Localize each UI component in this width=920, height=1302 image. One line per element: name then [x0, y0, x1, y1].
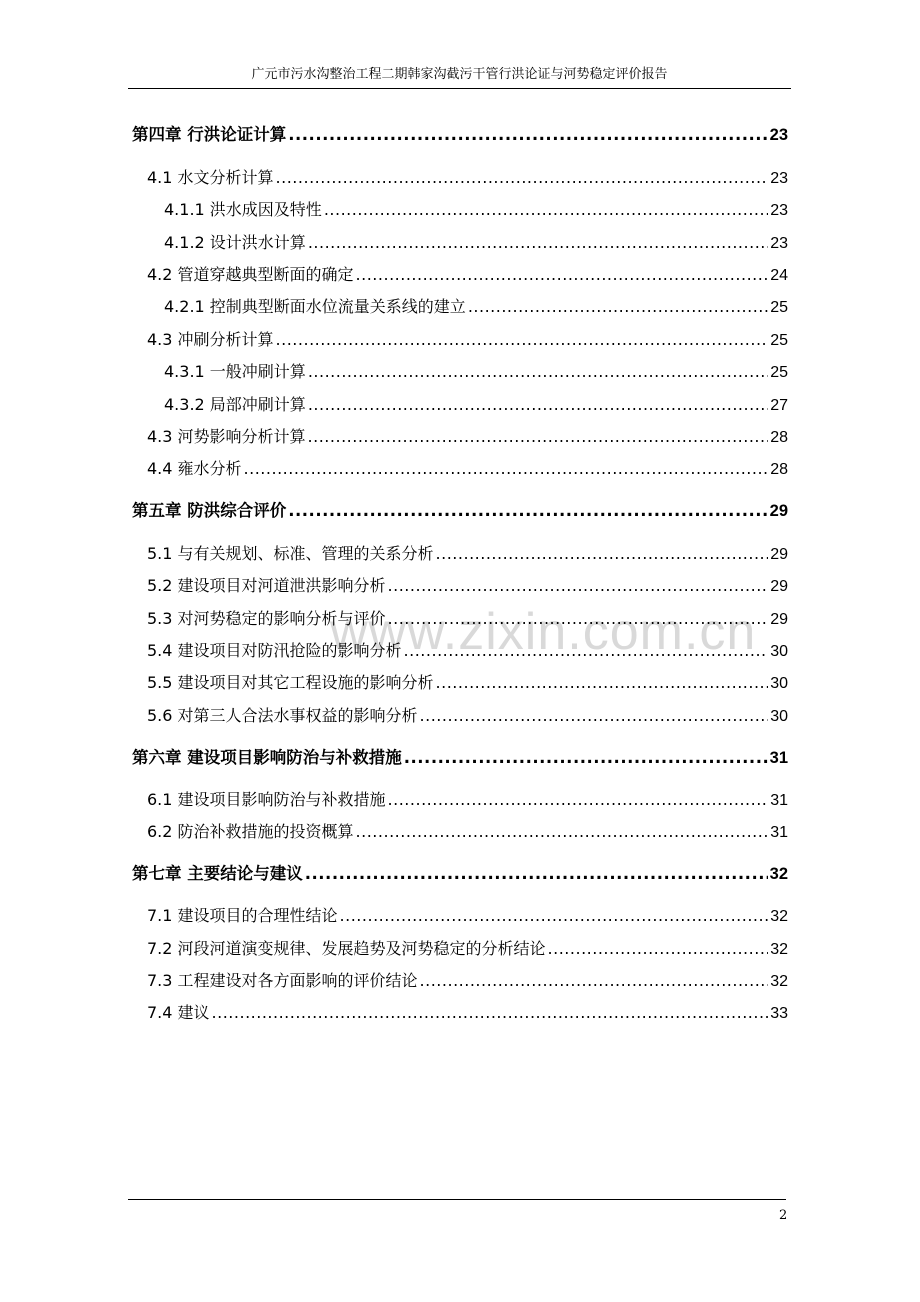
toc-entry-page: 27 — [770, 397, 788, 414]
toc-entry-title: 4.3 冲刷分析计算 — [147, 330, 274, 349]
toc-entry[interactable] — [147, 671, 788, 695]
toc-entry-title: 第七章 主要结论与建议 — [132, 864, 303, 883]
toc-entry-title: 7.2 河段河道演变规律、发展趋势及河势稳定的分析结论 — [147, 939, 546, 958]
toc-entry[interactable] — [147, 542, 788, 566]
toc-entry-page: 32 — [770, 973, 788, 990]
toc-entry-title: 4.3.1 一般冲刷计算 — [164, 362, 306, 381]
dot-leader — [276, 166, 769, 190]
toc-entry[interactable] — [147, 904, 788, 928]
toc-entry-page: 30 — [770, 643, 788, 660]
toc-entry-page: 31 — [770, 792, 788, 809]
toc-entry[interactable] — [147, 704, 788, 728]
dot-leader — [288, 499, 767, 523]
toc-entry-title: 4.4 雍水分析 — [147, 459, 242, 478]
dot-leader — [436, 542, 769, 566]
dot-leader — [548, 937, 769, 961]
toc-entry-page: 29 — [770, 578, 788, 595]
toc-entry-title: 4.2.1 控制典型断面水位流量关系线的建立 — [164, 297, 466, 316]
page-number: 2 — [779, 1208, 788, 1223]
dot-leader — [420, 704, 769, 728]
toc-entry[interactable] — [132, 123, 788, 147]
dot-leader — [244, 457, 769, 481]
toc-entry-title: 7.3 工程建设对各方面影响的评价结论 — [147, 971, 418, 990]
toc-entry-title: 第四章 行洪论证计算 — [132, 125, 287, 144]
dot-leader — [404, 639, 769, 663]
dot-leader — [388, 788, 769, 812]
dot-leader — [468, 295, 768, 319]
toc-entry[interactable] — [147, 969, 788, 993]
toc-entry-page: 24 — [770, 267, 788, 284]
dot-leader — [308, 231, 768, 255]
dot-leader — [340, 904, 769, 928]
toc-entry-page: 23 — [770, 235, 788, 252]
toc-entry-page: 23 — [769, 126, 788, 144]
toc-entry-title: 5.3 对河势稳定的影响分析与评价 — [147, 609, 386, 628]
dot-leader — [404, 746, 768, 770]
toc-entry-title: 6.1 建设项目影响防治与补救措施 — [147, 790, 386, 809]
toc-entry[interactable] — [147, 166, 788, 190]
toc-entry-page: 23 — [770, 170, 788, 187]
dot-leader — [305, 862, 768, 886]
dot-leader — [276, 328, 769, 352]
toc-entry-title: 7.4 建议 — [147, 1003, 210, 1022]
toc-entry[interactable] — [164, 295, 788, 319]
toc-entry-page: 33 — [770, 1005, 788, 1022]
toc-entry-page: 32 — [769, 865, 788, 883]
toc-entry-title: 7.1 建设项目的合理性结论 — [147, 906, 338, 925]
toc-entry-page: 23 — [770, 202, 788, 219]
toc-entry-title: 4.3.2 局部冲刷计算 — [164, 395, 306, 414]
dot-leader — [356, 820, 769, 844]
toc-entry[interactable] — [164, 231, 788, 255]
dot-leader — [420, 969, 769, 993]
toc-entry[interactable] — [147, 1001, 788, 1025]
watermark: www.zixin.com.cn — [330, 603, 757, 661]
toc-entry[interactable] — [147, 328, 788, 352]
dot-leader — [324, 198, 768, 222]
toc-entry[interactable] — [147, 788, 788, 812]
toc-entry[interactable] — [147, 457, 788, 481]
toc-entry-page: 32 — [770, 941, 788, 958]
toc-entry-page: 32 — [770, 908, 788, 925]
toc-entry[interactable] — [147, 820, 788, 844]
toc-entry-page: 28 — [770, 461, 788, 478]
toc-entry-page: 29 — [770, 546, 788, 563]
footer-divider — [128, 1199, 786, 1200]
toc-entry-page: 29 — [769, 502, 788, 520]
dot-leader — [212, 1001, 769, 1025]
toc-entry[interactable] — [164, 360, 788, 384]
toc-entry[interactable] — [147, 263, 788, 287]
toc-entry-title: 4.3 河势影响分析计算 — [147, 427, 306, 446]
toc-entry-title: 4.2 管道穿越典型断面的确定 — [147, 265, 354, 284]
toc-entry-page: 31 — [769, 749, 788, 767]
dot-leader — [388, 607, 769, 631]
toc-entry[interactable] — [147, 607, 788, 631]
toc-entry[interactable] — [132, 862, 788, 886]
toc-entry[interactable] — [147, 574, 788, 598]
toc-entry-title: 4.1 水文分析计算 — [147, 168, 274, 187]
toc-entry[interactable] — [147, 937, 788, 961]
toc-entry-page: 30 — [770, 675, 788, 692]
toc-entry[interactable] — [147, 425, 788, 449]
dot-leader — [356, 263, 769, 287]
toc-entry-title: 5.4 建设项目对防汛抢险的影响分析 — [147, 641, 402, 660]
dot-leader — [308, 425, 769, 449]
toc-entry-title: 5.2 建设项目对河道泄洪影响分析 — [147, 576, 386, 595]
toc-entry-title: 4.1.1 洪水成因及特性 — [164, 200, 322, 219]
toc-entry-title: 4.1.2 设计洪水计算 — [164, 233, 306, 252]
toc-entry-page: 30 — [770, 708, 788, 725]
dot-leader — [308, 393, 768, 417]
toc-entry-page: 28 — [770, 429, 788, 446]
toc-entry-page: 25 — [770, 332, 788, 349]
dot-leader — [288, 123, 767, 147]
toc-entry[interactable] — [132, 746, 788, 770]
toc-entry-page: 25 — [770, 364, 788, 381]
toc-entry[interactable] — [132, 499, 788, 523]
toc-entry[interactable] — [164, 198, 788, 222]
running-header: 广元市污水沟整治工程二期韩家沟截污干管行洪论证与河势稳定评价报告 — [128, 62, 791, 89]
toc-entry-title: 5.6 对第三人合法水事权益的影响分析 — [147, 706, 418, 725]
dot-leader — [436, 671, 769, 695]
dot-leader — [388, 574, 769, 598]
toc-entry-page: 29 — [770, 611, 788, 628]
toc-entry-page: 25 — [770, 299, 788, 316]
toc-entry[interactable] — [147, 639, 788, 663]
toc-entry-title: 6.2 防治补救措施的投资概算 — [147, 822, 354, 841]
toc-entry-title: 5.5 建设项目对其它工程设施的影响分析 — [147, 673, 434, 692]
toc-entry-page: 31 — [770, 824, 788, 841]
toc-entry[interactable] — [164, 393, 788, 417]
toc-entry-title: 第五章 防洪综合评价 — [132, 501, 287, 520]
toc-entry-title: 第六章 建设项目影响防治与补救措施 — [132, 748, 402, 767]
toc-entry-title: 5.1 与有关规划、标准、管理的关系分析 — [147, 544, 434, 563]
dot-leader — [308, 360, 768, 384]
